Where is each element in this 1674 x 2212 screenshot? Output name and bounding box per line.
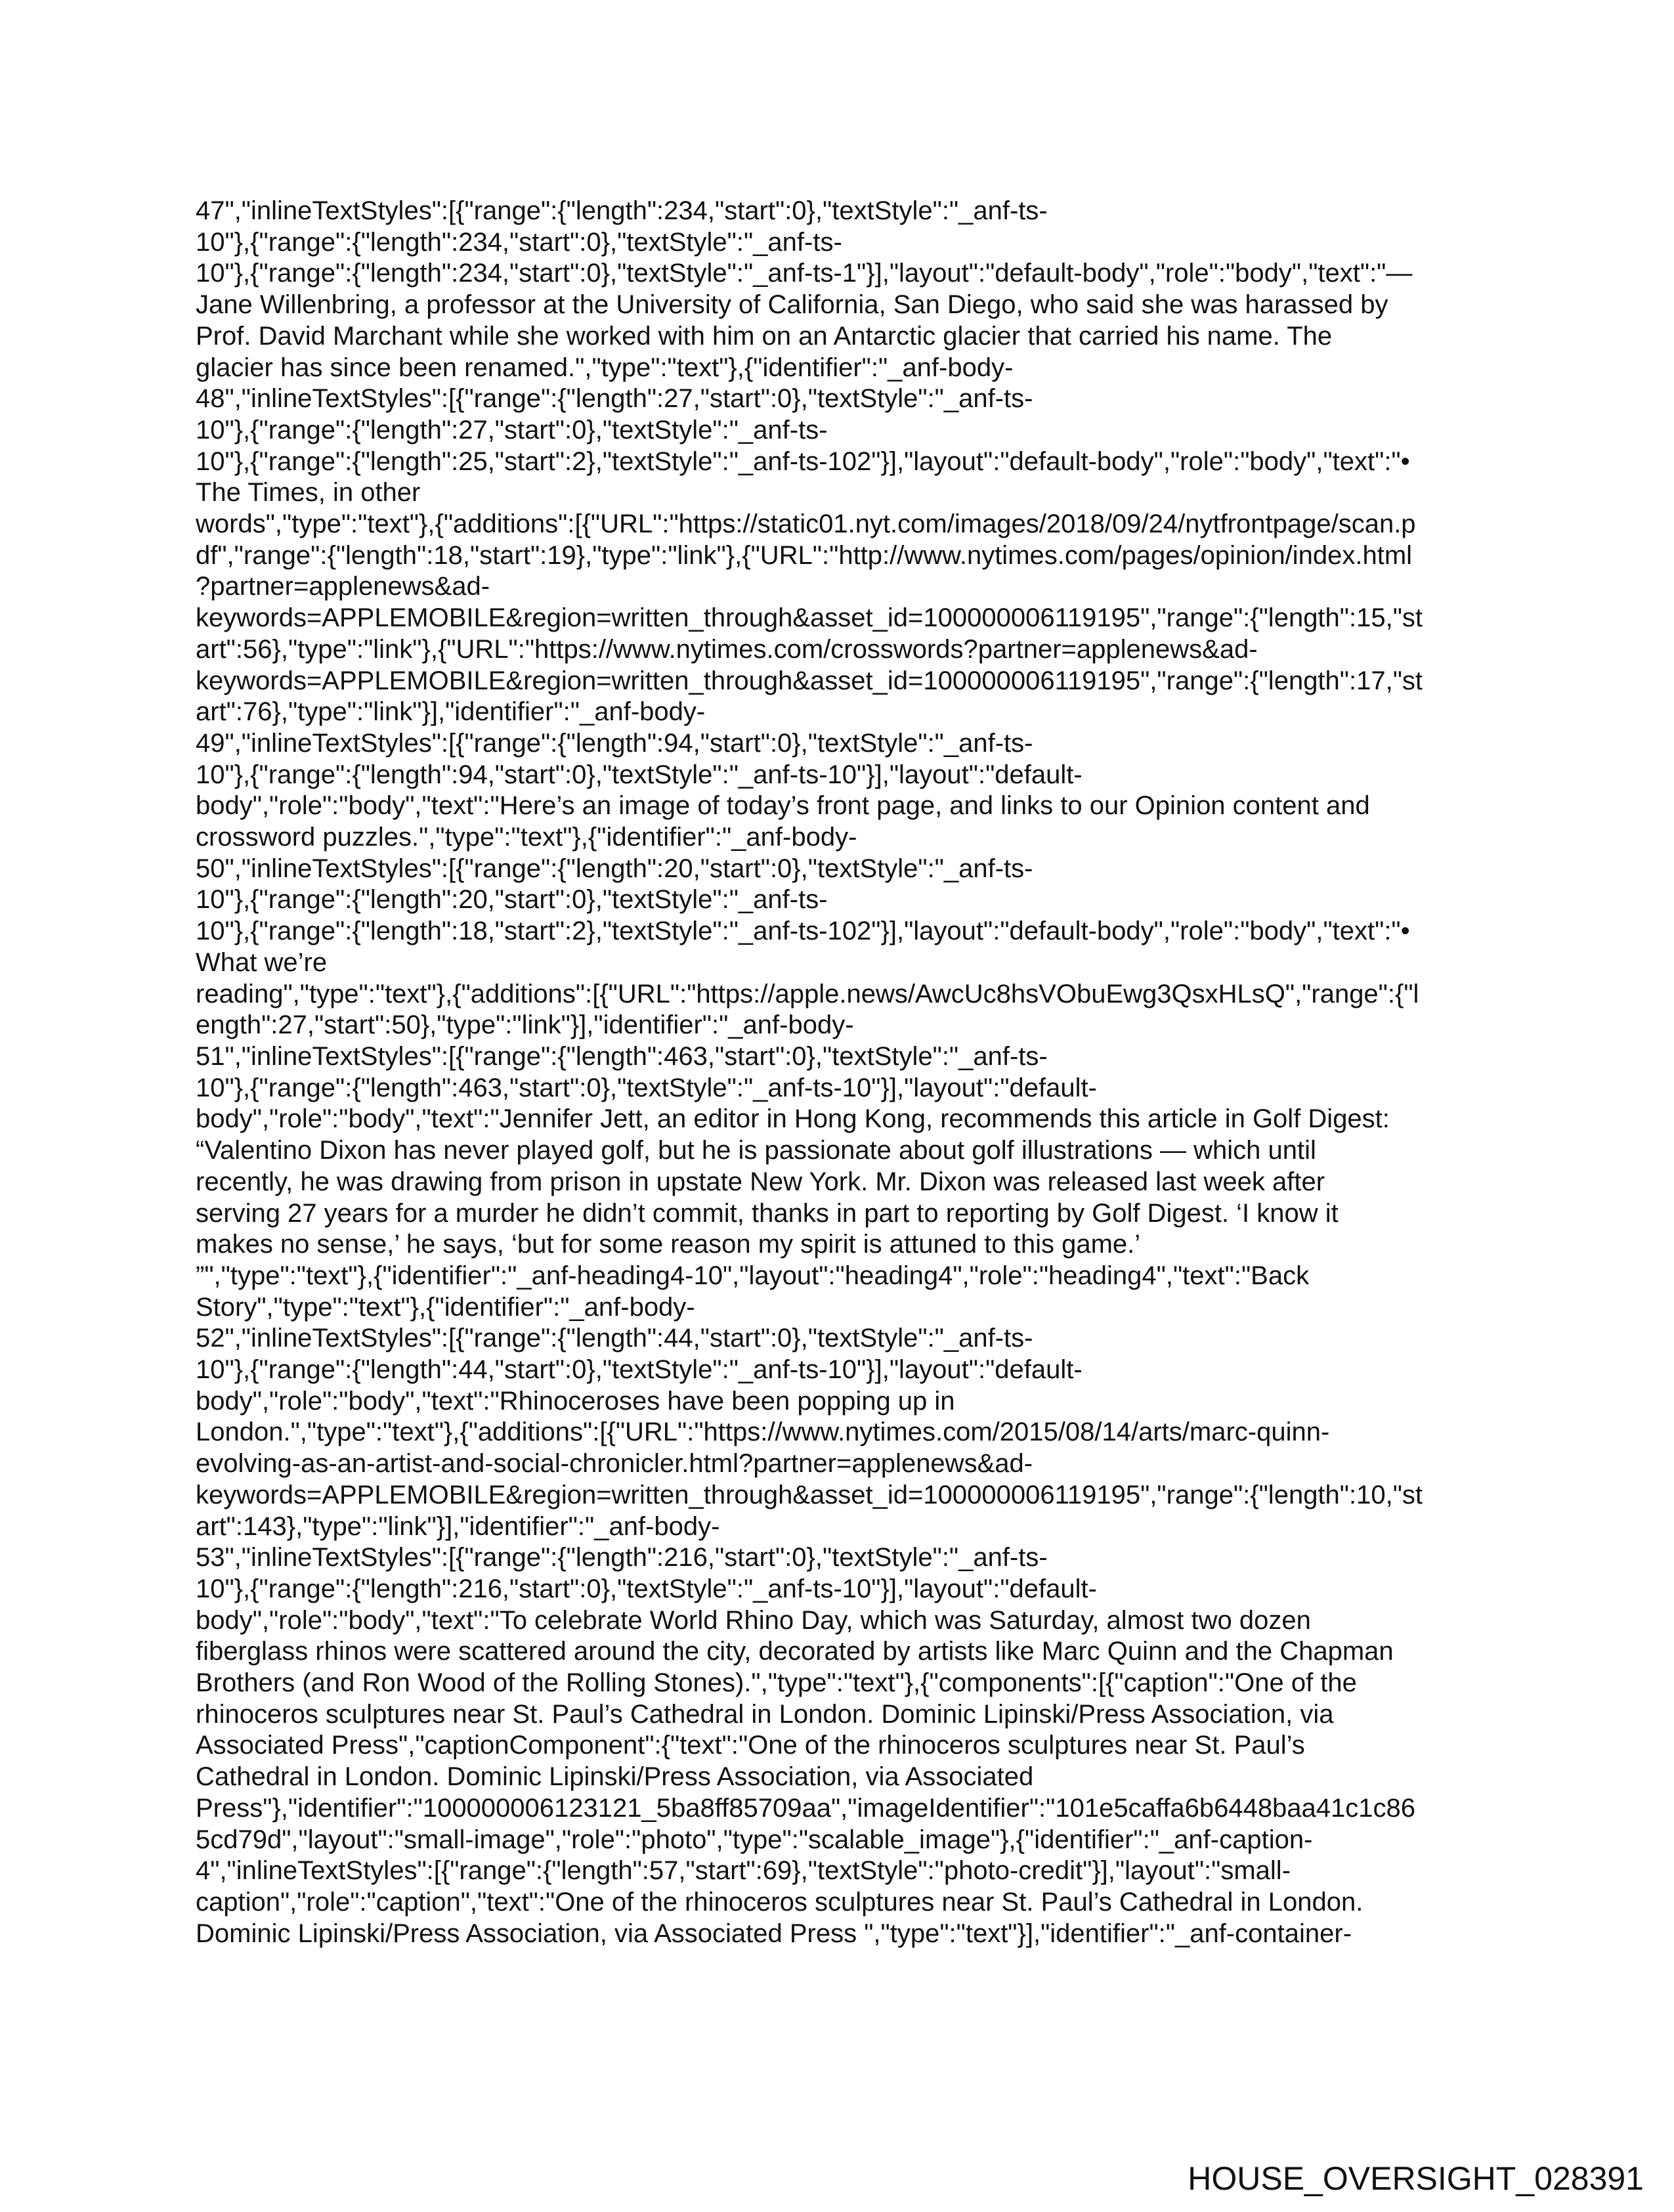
document-text-line: 10"},{"range":{"length":25,"start":2},"textStyle":"_anf-ts-102"}],"layout":"default-body","role":"body","text":"• [196, 446, 1410, 476]
document-text-line: reading","type":"text"},{"additions":[{"URL":"https://apple.news/AwcUc8hsVObuEwg3QsxHLsQ","range":{"l [196, 979, 1419, 1008]
document-text-line: keywords=APPLEMOBILE&region=written_through&asset_id=100000006119195","range":{"length":17,"st [196, 666, 1423, 695]
document-text-line: keywords=APPLEMOBILE&region=written_through&asset_id=100000006119195","range":{"length":15,"st [196, 603, 1423, 633]
document-text-line: Brothers (and Ron Wood of the Rolling Stones).","type":"text"},{"components":[{"caption":"One of the [196, 1668, 1357, 1698]
document-text-line: fiberglass rhinos were scattered around the city, decorated by artists like Marc Quinn and the Chapman [196, 1637, 1394, 1666]
document-text-line: 10"},{"range":{"length":44,"start":0},"textStyle":"_anf-ts-10"}],"layout":"default- [196, 1355, 1083, 1385]
document-text-line: 10"},{"range":{"length":27,"start":0},"textStyle":"_anf-ts- [196, 415, 828, 445]
document-text-line: body","role":"body","text":"Rhinoceroses have been popping up in [196, 1386, 955, 1416]
document-text-line: 49","inlineTextStyles":[{"range":{"length":94,"start":0},"textStyle":"_anf-ts- [196, 728, 1033, 758]
document-text-line: art":56},"type":"link"},{"URL":"https://www.nytimes.com/crosswords?partner=applenews&ad- [196, 634, 1258, 664]
document-text-line: 10"},{"range":{"length":216,"start":0},"textStyle":"_anf-ts-10"}],"layout":"default- [196, 1574, 1097, 1603]
document-text-line: art":76},"type":"link"}],"identifier":"_anf-body- [196, 697, 706, 727]
document-text-line: rhinoceros sculptures near St. Paul’s Cathedral in London. Dominic Lipinski/Press Association, via [196, 1699, 1334, 1729]
document-text-line: 47","inlineTextStyles":[{"range":{"length":234,"start":0},"textStyle":"_anf-ts- [196, 196, 1048, 225]
document-text-line: recently, he was drawing from prison in upstate New York. Mr. Dixon was released last week after [196, 1167, 1325, 1196]
document-text-line: 52","inlineTextStyles":[{"range":{"length":44,"start":0},"textStyle":"_anf-ts- [196, 1324, 1033, 1353]
document-text-line: “Valentino Dixon has never played golf, but he is passionate about golf illustrations — which until [196, 1136, 1316, 1165]
document-text-line: body","role":"body","text":"To celebrate World Rhino Day, which was Saturday, almost two dozen [196, 1605, 1311, 1635]
document-text-line: glacier has since been renamed.","type":"text"},{"identifier":"_anf-body- [196, 353, 1014, 382]
document-id-footer: HOUSE_OVERSIGHT_028391 [1188, 2160, 1644, 2197]
document-text-line: 10"},{"range":{"length":94,"start":0},"textStyle":"_anf-ts-10"}],"layout":"default- [196, 760, 1083, 789]
document-text-line: 10"},{"range":{"length":234,"start":0},"textStyle":"_anf-ts- [196, 227, 842, 257]
document-text-line: body","role":"body","text":"Jennifer Jett, an editor in Hong Kong, recommends this article in Golf Digest: [196, 1104, 1390, 1134]
document-text-line: keywords=APPLEMOBILE&region=written_through&asset_id=100000006119195","range":{"length":10,"st [196, 1480, 1423, 1509]
document-text-line: words","type":"text"},{"additions":[{"URL":"https://static01.nyt.com/images/2018/09/24/nytfrontpage/scan.p [196, 510, 1416, 539]
document-text-line: 4","inlineTextStyles":[{"range":{"length":57,"start":69},"textStyle":"photo-credit"}],"layout":"small- [196, 1856, 1291, 1886]
document-text-line: body","role":"body","text":"Here’s an image of today’s front page, and links to our Opinion content and [196, 791, 1370, 821]
document-text-line: evolving-as-an-artist-and-social-chronicler.html?partner=applenews&ad- [196, 1449, 1033, 1479]
document-text-line: Prof. David Marchant while she worked with him on an Antarctic glacier that carried his name. The [196, 321, 1333, 351]
document-text-line: Press"},"identifier":"100000006123121_5ba8ff85709aa","imageIdentifier":"101e5caffa6b6448baa41c1c86 [196, 1793, 1416, 1823]
document-text-line: art":143},"type":"link"}],"identifier":"_anf-body- [196, 1511, 720, 1541]
document-text-line: 10"},{"range":{"length":18,"start":2},"textStyle":"_anf-ts-102"}],"layout":"default-body","role":"body","text":"• [196, 917, 1410, 946]
document-text-line: Associated Press","captionComponent":{"text":"One of the rhinoceros sculptures near St. Paul’s [196, 1731, 1305, 1760]
document-text-line: Jane Willenbring, a professor at the University of California, San Diego, who said she was harassed by [196, 290, 1388, 320]
document-text-line: What we’re [196, 947, 328, 977]
document-text-line: 10"},{"range":{"length":234,"start":0},"textStyle":"_anf-ts-1"}],"layout":"default-body","role":"body","text":"— [196, 259, 1413, 288]
document-text-line: 10"},{"range":{"length":463,"start":0},"textStyle":"_anf-ts-10"}],"layout":"default- [196, 1073, 1097, 1102]
document-text-line: 53","inlineTextStyles":[{"range":{"length":216,"start":0},"textStyle":"_anf-ts- [196, 1543, 1048, 1572]
document-body-text [196, 196, 1476, 1949]
document-text-line: 5cd79d","layout":"small-image","role":"photo","type":"scalable_image"},{"identifier":"_anf-caption- [196, 1825, 1313, 1854]
document-text-line: ”","type":"text"},{"identifier":"_anf-heading4-10","layout":"heading4","role":"heading4","text":"Back [196, 1261, 1310, 1290]
document-text-line: serving 27 years for a murder he didn’t commit, thanks in part to reporting by Golf Digest. ‘I know it [196, 1198, 1339, 1228]
document-text-line: 48","inlineTextStyles":[{"range":{"length":27,"start":0},"textStyle":"_anf-ts- [196, 384, 1033, 414]
document-text-line: The Times, in other [196, 478, 421, 508]
document-text-line: 51","inlineTextStyles":[{"range":{"length":463,"start":0},"textStyle":"_anf-ts- [196, 1041, 1048, 1071]
document-text-line: ?partner=applenews&ad- [196, 572, 490, 601]
document-text-line: Cathedral in London. Dominic Lipinski/Press Association, via Associated [196, 1762, 1034, 1792]
document-text-line: London.","type":"text"},{"additions":[{"URL":"https://www.nytimes.com/2015/08/14/arts/marc-quinn- [196, 1418, 1330, 1447]
document-text-line: 50","inlineTextStyles":[{"range":{"length":20,"start":0},"textStyle":"_anf-ts- [196, 854, 1033, 883]
document-text-line: 10"},{"range":{"length":20,"start":0},"textStyle":"_anf-ts- [196, 885, 828, 915]
document-text-line: crossword puzzles.","type":"text"},{"identifier":"_anf-body- [196, 823, 857, 852]
document-text-line: Dominic Lipinski/Press Association, via Associated Press ","type":"text"}],"identifier":"_anf-container- [196, 1919, 1352, 1948]
document-text-line: df","range":{"length":18,"start":19},"type":"link"},{"URL":"http://www.nytimes.com/pages/opinion/index.html [196, 540, 1413, 570]
document-text-line: ength":27,"start":50},"type":"link"}],"identifier":"_anf-body- [196, 1010, 854, 1040]
document-text-line: caption","role":"caption","text":"One of the rhinoceros sculptures near St. Paul’s Cathedral in London. [196, 1887, 1363, 1917]
document-text-line: Story","type":"text"},{"identifier":"_anf-body- [196, 1292, 695, 1322]
document-text-line: makes no sense,’ he says, ‘but for some reason my spirit is attuned to this game.’ [196, 1230, 1141, 1259]
